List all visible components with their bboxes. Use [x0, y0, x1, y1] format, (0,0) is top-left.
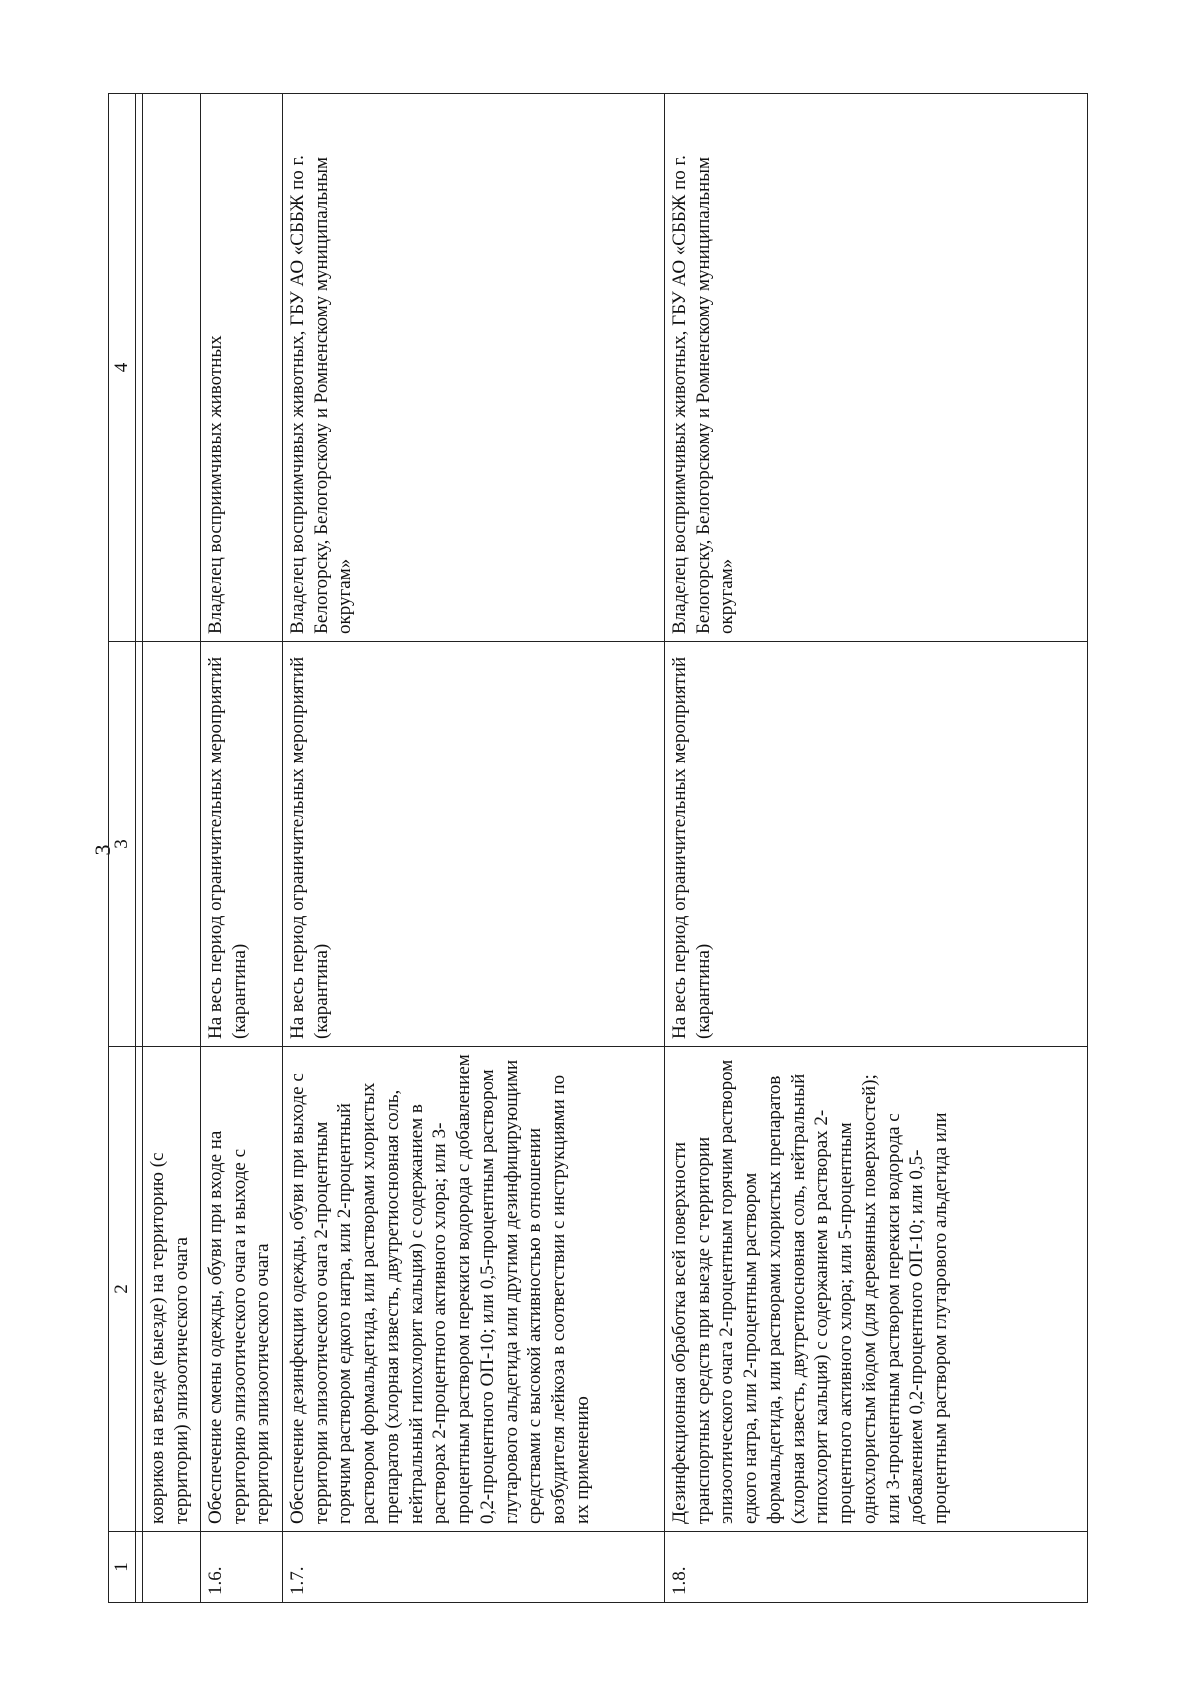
row-measure: ковриков на въезде (выезде) на территорию (с территории) эпизоотического очага — [142, 1047, 200, 1532]
row-measure: Дезинфекционная обработка всей поверхности транспортных средств при выезде с территории эпизоотического очага 2-процентным горячим раствором едкого натра, или 2-процентным раствором формальдегида, или растворами хлористых препаратов (хлорная известь, двутретиосновная соль, нейтральный гипохлорит кальция) с содержанием в растворах 2-процентного активного хлора; или 5-процентным однохлористым йодом (для деревянных поверхностей); или 3-процентным раствором перекиси водорода с добавлением 0,2-процентного ОП-10; или 0,5-процентным раствором глутарового альдегида или — [664, 1047, 1087, 1532]
row-number: 1.8. — [664, 1532, 1087, 1603]
row-responsible — [142, 94, 200, 642]
row-measure: Обеспечение смены одежды, обуви при входе на территорию эпизоотического очага и выходе с территории эпизоотического очага — [200, 1047, 282, 1532]
column-header-3: 3 — [109, 642, 136, 1047]
row-number — [142, 1532, 200, 1603]
row-number: 1.6. — [200, 1532, 282, 1603]
column-header-1: 1 — [109, 1532, 136, 1603]
row-responsible: Владелец восприимчивых животных, ГБУ АО «СББЖ по г. Белогорску, Белогорскому и Ромненскому муниципальным округам» — [282, 94, 664, 642]
table-row — [142, 94, 200, 1603]
row-period — [142, 642, 200, 1047]
table-row — [282, 94, 664, 1603]
row-responsible: Владелец восприимчивых животных — [200, 94, 282, 642]
row-period: На весь период ограничительных мероприятий (карантина) — [664, 642, 1087, 1047]
row-period: На весь период ограничительных мероприятий (карантина) — [282, 642, 664, 1047]
row-measure: Обеспечение дезинфекции одежды, обуви при выходе с территории эпизоотического очага 2-процентным горячим раствором едкого натра, или 2-процентный раствором формальдегида, или растворами хлористых препаратов (хлорная известь, двутретиосновная соль, нейтральный гипохлорит кальция) с содержанием в растворах 2-процентного активного хлора; или 3-процентным раствором перекиси водорода с добавлением 0,2-процентного ОП-10; или 0,5-процентным раствором глутарового альдегида или другими дезинфицирующими средствами с высокой активностью в отношении возбудителя лейкоза в соответствии с инструкциями по их применению — [282, 1047, 664, 1532]
row-number: 1.7. — [282, 1532, 664, 1603]
column-header-4: 4 — [109, 94, 136, 642]
row-period: На весь период ограничительных мероприятий (карантина) — [200, 642, 282, 1047]
column-header-2: 2 — [109, 1047, 136, 1532]
measures-table — [108, 93, 1088, 1603]
header-spacer-row — [135, 94, 142, 1603]
row-responsible: Владелец восприимчивых животных, ГБУ АО «СББЖ по г. Белогорску, Белогорскому и Ромненскому муниципальным округам» — [664, 94, 1087, 642]
table-row — [664, 94, 1087, 1603]
table-header-row — [109, 94, 136, 1603]
table-row — [200, 94, 282, 1603]
rotated-page-content — [108, 93, 1088, 1603]
page-number: 3 — [90, 844, 115, 856]
